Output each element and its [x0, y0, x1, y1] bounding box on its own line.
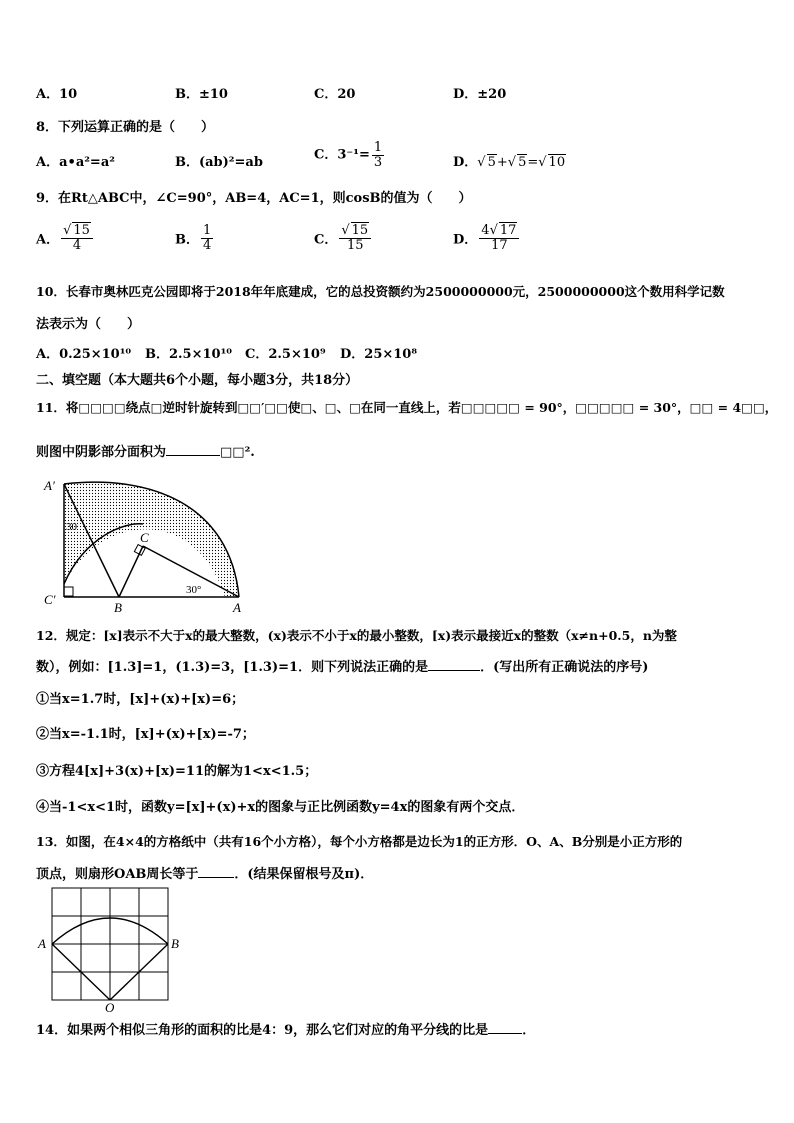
q11-figure	[40, 474, 252, 614]
angle-label-top: 30	[66, 521, 77, 533]
q8-stem: 8．下列运算正确的是（ ）	[36, 120, 215, 135]
label-b: B	[114, 600, 122, 614]
q9-stem: 9．在Rt△ABC中，∠C=90°，AB=4，AC=1，则cosB的值为（ ）	[36, 191, 472, 206]
q10-line1: 10．长春市奥林匹克公园即将于2018年年底建成，它的总投资额约为2500000000元，2500000000这个数用科学记数	[36, 284, 725, 299]
q12-line2: 数），例如：[1.3]=1，(1.3)=3，[1.3)=1．则下列说法正确的是 ．(写出所有正确说法的序号)	[36, 660, 649, 675]
q13-line2: 顶点，则扇形OAB周长等于 ．(结果保留根号及π)．	[36, 867, 374, 882]
angle-label-right: 30°	[186, 584, 202, 596]
q14-line: 14．如果两个相似三角形的面积的比是4：9，那么它们对应的角平分线的比是 ．	[36, 1023, 536, 1038]
q12-item-2: ②当x=-1.1时，[x]+(x)+[x)=-7；	[36, 727, 255, 742]
q13-line1: 13．如图，在4×4的方格纸中（共有16个小方格），每个小方格都是边长为1的正方形．O、A、B分别是小正方形的	[36, 834, 683, 849]
q8-option-d: D．√ 5+√ 5=√ 10	[453, 155, 566, 170]
q12-item-3: ③方程4[x]+3(x)+[x)=11的解为1<x<1.5；	[36, 764, 318, 779]
q7-option-c: C．20	[314, 87, 356, 102]
section-2-heading: 二、填空题（本大题共6个小题，每小题3分，共18分）	[36, 373, 359, 388]
q13-grid-figure	[34, 884, 184, 1014]
q10-option-a: A．0.25×10¹⁰	[36, 347, 132, 362]
q9-option-a: A． $\frac{√ 15}{4}$	[36, 224, 95, 252]
q9-option-c: C． $\frac{√ 15}{15}$	[314, 224, 373, 252]
q10-option-d: D．25×10⁸	[340, 347, 418, 362]
label-c: C	[140, 530, 149, 545]
q8-option-c: C．3⁻¹= $\frac{1}{3}$	[314, 140, 383, 170]
q8-option-a: A．a•a²=a²	[36, 155, 115, 170]
q12-item-1: ①当x=1.7时，[x]+(x)+[x)=6；	[36, 692, 245, 707]
label-b: B	[171, 936, 179, 951]
q8-option-b: B．(ab)²=ab	[175, 155, 263, 170]
q10-option-b: B．2.5×10¹⁰	[145, 347, 232, 362]
q12-line1: 12．规定：[x]表示不大于x的最大整数，(x)表示不小于x的最小整数，[x)表示最接近x的整数（x≠n+0.5，n为整	[36, 628, 677, 643]
q12-item-4: ④当-1<x<1时，函数y=[x]+(x)+x的图象与正比例函数y=4x的图象有两个交点．	[36, 800, 525, 815]
q11-line2: 则图中阴影部分面积为 □□².	[36, 445, 255, 460]
label-o: O	[105, 1000, 115, 1014]
label-a: A	[38, 936, 46, 951]
q9-option-b: B． $\frac{1}{4}$	[175, 223, 212, 253]
q9-option-d: D． $\frac{4√ 17}{17}$	[453, 224, 521, 252]
q10-line2: 法表示为（ ）	[36, 317, 141, 332]
label-c-prime: C′	[44, 592, 56, 607]
label-a: A	[233, 600, 241, 614]
q10-option-c: C．2.5×10⁹	[245, 347, 326, 362]
q11-line1: 11．将□□□□绕点□逆时针旋转到□□′□□使□、□、□在同一直线上，若□□□□□ = 90°，□□□□□ = 30°，□□ = 4□□，	[36, 400, 778, 415]
label-a-prime: A′	[44, 478, 55, 493]
q7-option-d: D．±20	[453, 87, 507, 102]
q7-option-a: A．10	[36, 87, 78, 102]
q7-option-b: B．±10	[175, 87, 228, 102]
